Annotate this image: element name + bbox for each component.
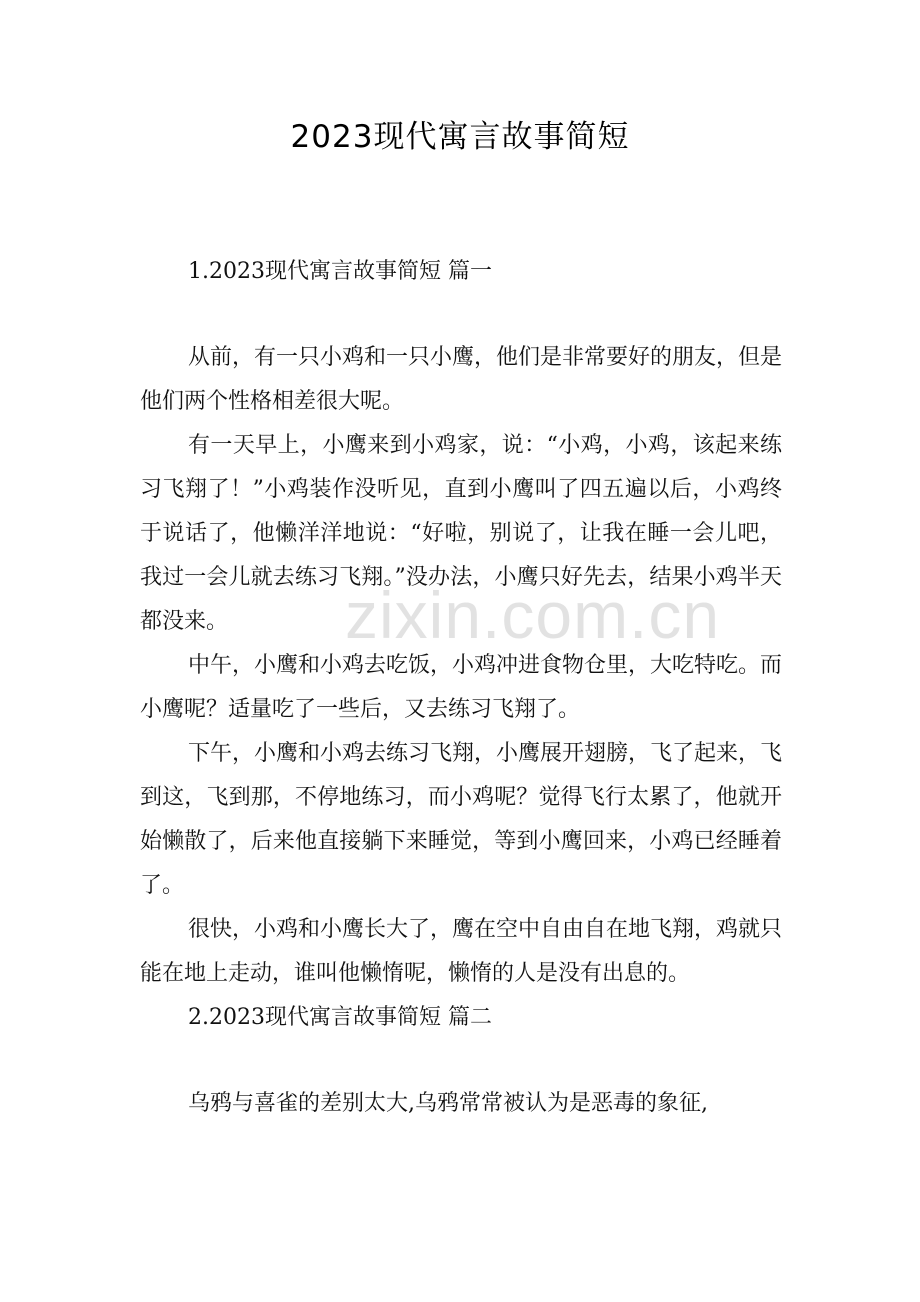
paragraph: 乌鸦与喜雀的差别太大,乌鸦常常被认为是恶毒的象征, [188,1091,708,1116]
section-heading-1: 1.2023现代寓言故事简短 篇一 [188,259,492,284]
paragraph: 中午，小鹰和小鸡去吃饭，小鸡冲进食物仓里，大吃特吃。而小鹰呢？适量吃了一些后，又去练习飞翔了。 [140,653,783,722]
paragraph: 有一天早上，小鹰来到小鸡家，说：“小鸡，小鸡，该起来练习飞翔了！”小鸡装作没听见，直到小鹰叫了四五遍以后，小鸡终于说话了，他懒洋洋地说：“好啦，别说了，让我在睡一会儿吧，我过一会儿就去练习飞翔。”没办法，小鹰只好先去，结果小鸡半天都没来。 [140,433,782,634]
document-body [140,250,782,1126]
page-title: 2023现代寓言故事简短 [290,119,630,155]
watermark-text: zixin.com.cn [345,578,721,652]
paragraph: 从前，有一只小鸡和一只小鹰，他们是非常要好的朋友，但是他们两个性格相差很大呢。 [140,345,783,414]
paragraph: 下午，小鹰和小鸡去练习飞翔，小鹰展开翅膀，飞了起来，飞到这，飞到那，不停地练习，而小鸡呢？觉得飞行太累了，他就开始懒散了，后来他直接躺下来睡觉，等到小鹰回来，小鸡已经睡着了。 [140,741,783,898]
section-heading-2: 2.2023现代寓言故事简短 篇二 [188,1005,492,1030]
paragraph: 很快，小鸡和小鹰长大了，鹰在空中自由自在地飞翔，鸡就只能在地上走动，谁叫他懒惰呢，懒惰的人是没有出息的。 [140,917,783,986]
